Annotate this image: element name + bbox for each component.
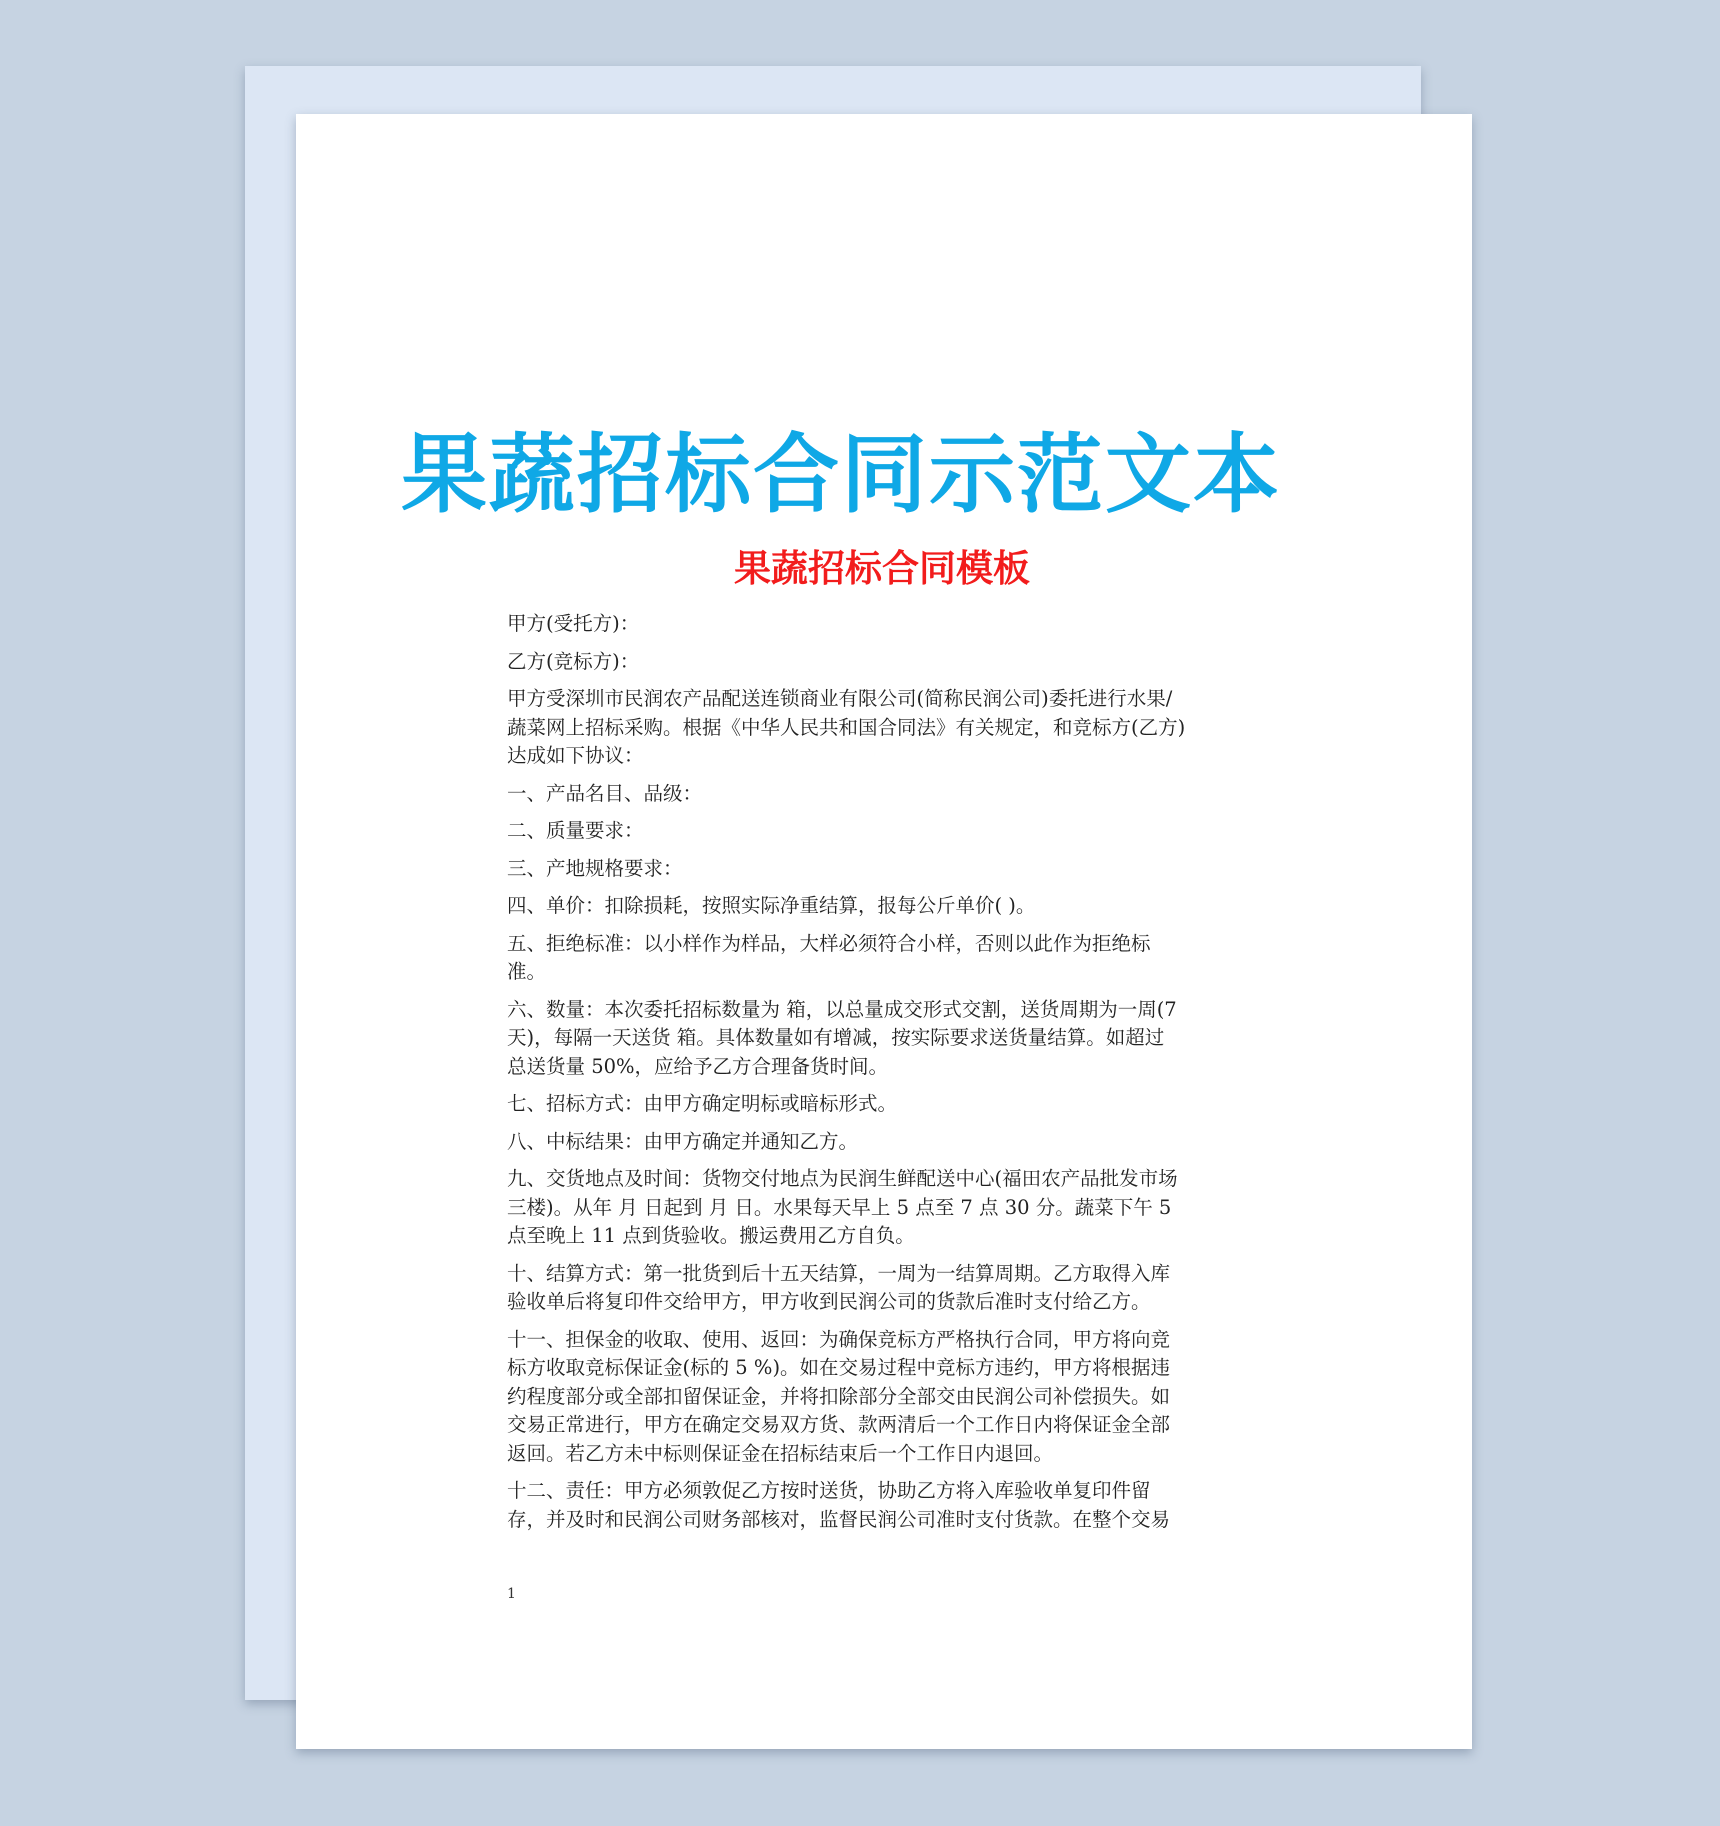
- text-line: 存，并及时和民润公司财务部核对，监督民润公司准时支付货款。在整个交易: [507, 1507, 1171, 1531]
- text-line: 七、招标方式：由甲方确定明标或暗标形式。: [507, 1092, 898, 1115]
- text-line: 甲方(受托方)：: [507, 612, 640, 635]
- text-line: 十一、担保金的收取、使用、返回：为确保竞标方严格执行合同，甲方将向竞: [507, 1327, 1171, 1351]
- text-line: 标方收取竞标保证金(标的 5 %)。如在交易过程中竞标方违约，甲方将根据违: [507, 1356, 1171, 1379]
- document-title: 果蔬招标合同示范文本: [401, 425, 1281, 525]
- paragraph: [507, 817, 1297, 846]
- paragraph: [507, 1165, 1297, 1251]
- paragraph: [507, 1090, 1297, 1119]
- paragraph: [507, 685, 1297, 771]
- text-line: 天)，每隔一天送货 箱。具体数量如有增减，按实际要求送货量结算。如超过: [507, 1026, 1165, 1049]
- text-line: 达成如下协议：: [507, 744, 644, 767]
- text-line: 十、结算方式：第一批货到后十五天结算，一周为一结算周期。乙方取得入库: [507, 1261, 1171, 1285]
- text-line: 五、拒绝标准：以小样作为样品，大样必须符合小样，否则以此作为拒绝标: [507, 931, 1151, 955]
- text-line: 六、数量：本次委托招标数量为 箱，以总量成交形式交割，送货周期为一周(7: [507, 997, 1177, 1021]
- paragraph: [507, 648, 1297, 677]
- document-subtitle: 果蔬招标合同模板: [734, 547, 1030, 590]
- paragraph: [507, 780, 1297, 809]
- text-line: 十二、责任：甲方必须敦促乙方按时送货，协助乙方将入库验收单复印件留: [507, 1479, 1151, 1502]
- paragraph: [507, 1326, 1297, 1469]
- text-line: 约程度部分或全部扣留保证金，并将扣除部分全部交由民润公司补偿损失。如: [507, 1384, 1171, 1408]
- text-line: 四、单价：扣除损耗，按照实际净重结算，报每公斤单价( )。: [507, 894, 1036, 917]
- paragraph: [507, 930, 1297, 987]
- text-line: 二、质量要求：: [507, 819, 644, 842]
- text-line: 一、产品名目、品级：: [507, 781, 703, 805]
- text-line: 返回。若乙方未中标则保证金在招标结束后一个工作日内退回。: [507, 1441, 1054, 1465]
- page-number: 1: [507, 1586, 516, 1602]
- paragraph: [507, 892, 1297, 921]
- text-line: 点至晚上 11 点到货验收。搬运费用乙方自负。: [507, 1224, 915, 1247]
- paragraph: [507, 1260, 1297, 1317]
- text-line: 三楼)。从年 月 日起到 月 日。水果每天早上 5 点至 7 点 30 分。蔬菜下午 5: [507, 1195, 1172, 1219]
- paragraph: [507, 855, 1297, 884]
- text-line: 验收单后将复印件交给甲方，甲方收到民润公司的货款后准时支付给乙方。: [507, 1290, 1151, 1313]
- text-line: 蔬菜网上招标采购。根据《中华人民共和国合同法》有关规定，和竞标方(乙方): [507, 715, 1186, 739]
- text-line: 八、中标结果：由甲方确定并通知乙方。: [507, 1129, 859, 1153]
- text-line: 三、产地规格要求：: [507, 856, 683, 880]
- document-page: [296, 114, 1472, 1749]
- text-line: 甲方受深圳市民润农产品配送连锁商业有限公司(简称民润公司)委托进行水果/: [507, 687, 1173, 710]
- paragraph: [507, 1477, 1297, 1534]
- document-body: [507, 610, 1297, 1543]
- paragraph: [507, 610, 1297, 639]
- text-line: 总送货量 50%，应给予乙方合理备货时间。: [507, 1054, 889, 1078]
- paragraph: [507, 996, 1297, 1082]
- text-line: 乙方(竞标方)：: [507, 649, 640, 673]
- text-line: 交易正常进行，甲方在确定交易双方货、款两清后一个工作日内将保证金全部: [507, 1413, 1171, 1436]
- text-line: 准。: [507, 960, 547, 983]
- text-line: 九、交货地点及时间：货物交付地点为民润生鲜配送中心(福田农产品批发市场: [507, 1167, 1178, 1190]
- paragraph: [507, 1128, 1297, 1157]
